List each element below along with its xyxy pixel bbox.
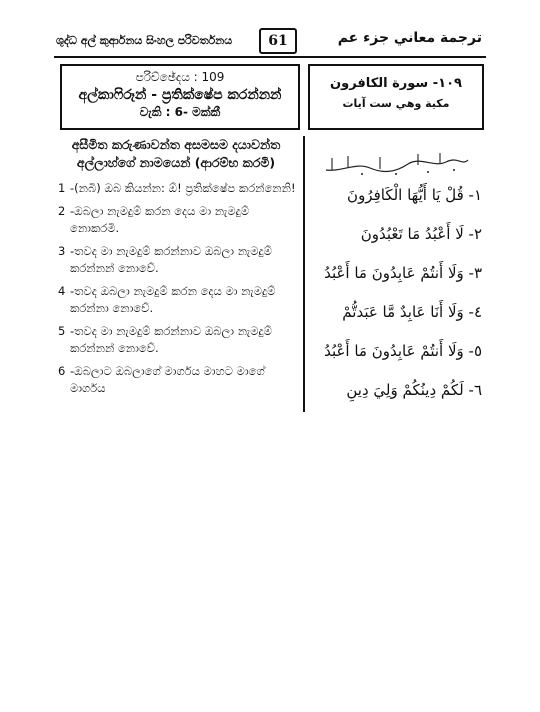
chapter-line: පරිච්ඡේදය : 109: [135, 70, 225, 84]
page-header: [54, 28, 486, 56]
column-divider: [303, 136, 305, 412]
verse-si: [58, 203, 296, 237]
verse-number: 5: [58, 324, 66, 338]
verses-ar-list: [310, 176, 482, 410]
bismillah-calligraphy: [322, 150, 472, 178]
verses-line: වැකි : 6- මක්කී: [139, 105, 221, 119]
header-right-title: ترجمة معاني جزء عم: [337, 30, 482, 46]
verse-number: 3: [58, 244, 66, 258]
verse-ar: ٦- لَكُمْ دِينُكُمْ وَلِيَ دِينِ: [346, 381, 482, 399]
verse-number: 1: [58, 181, 66, 195]
header-left-title: ශුද්ධ අල් කුර්ආනය සිංහල පරිවර්තනය: [56, 34, 233, 47]
verse-text: -තවද මා නැමදුම් කරන්නාව ඔබලා නැමදුම් කරන්නන් නොවේ.: [70, 244, 272, 275]
header-divider: [54, 56, 486, 58]
verses-si-list: [58, 180, 296, 403]
verse-ar: ٣- وَلَا أَنتُمْ عَابِدُونَ مَا أَعْبُدُ: [324, 264, 482, 282]
verse-si: [58, 243, 296, 277]
surah-info-ar: مكية وهي ست آيات: [342, 97, 450, 110]
verse-si: [58, 323, 296, 357]
verse-ar: ٥- وَلَا أَنتُمْ عَابِدُونَ مَا أَعْبُدُ: [324, 342, 482, 360]
verse-ar: ١- قُلْ يَا أَيُّهَا الْكَافِرُونَ: [347, 186, 482, 204]
verse-number: 4: [58, 284, 66, 298]
verse-text: -තවද මා නැමදුම් කරන්නාව ඔබලා නැමදුම් කරන්නන් නොවේ.: [70, 324, 272, 355]
surah-name-ar: ١٠٩- سورة الكافرون: [330, 76, 462, 91]
verse-text: -ඔබලාට ඔබලාගේ මාර්ගය මාහට මාගේ මාර්ගය: [70, 364, 265, 395]
verse-number: 6: [58, 364, 66, 378]
bismillah-si: අසීමිත කරුණාවන්ත අසමසම දයාවන්ත අල්ලාහ්ගේ නාමයෙන් (ආරම්භ කරමි): [71, 137, 281, 170]
verse-ar: ٢- لَا أَعْبُدُ مَا تَعْبُدُونَ: [360, 225, 482, 243]
verse-number: 2: [58, 204, 66, 218]
verse-text: -තවද ඔබලා නැමදුම් කරන දෙය මා නැමදුම් කරන්නා නොවේ.: [70, 284, 276, 315]
verse-si: [58, 180, 296, 197]
surah-name-si: අල්කාෆිරූන් - ප්‍රතික්ෂේප කරන්නන්: [78, 87, 282, 103]
surah-info-si-box: [60, 64, 300, 130]
verse-text: -(නබි) ඔබ කියන්න: ඕ! ප්‍රතික්ෂේප කරන්නෙනි!: [70, 181, 296, 195]
verse-ar: ٤- وَلَا أَنَا عَابِدٌ مَّا عَبَدتُّمْ: [342, 303, 482, 321]
verse-si: [58, 363, 296, 397]
verse-text: -ඔබලා නැමදුම් කරන දෙය මා නැමදුම් නොකරමි.: [70, 204, 249, 235]
page-number: 61: [259, 28, 297, 54]
verse-si: [58, 283, 296, 317]
surah-info-ar-box: [308, 64, 484, 130]
